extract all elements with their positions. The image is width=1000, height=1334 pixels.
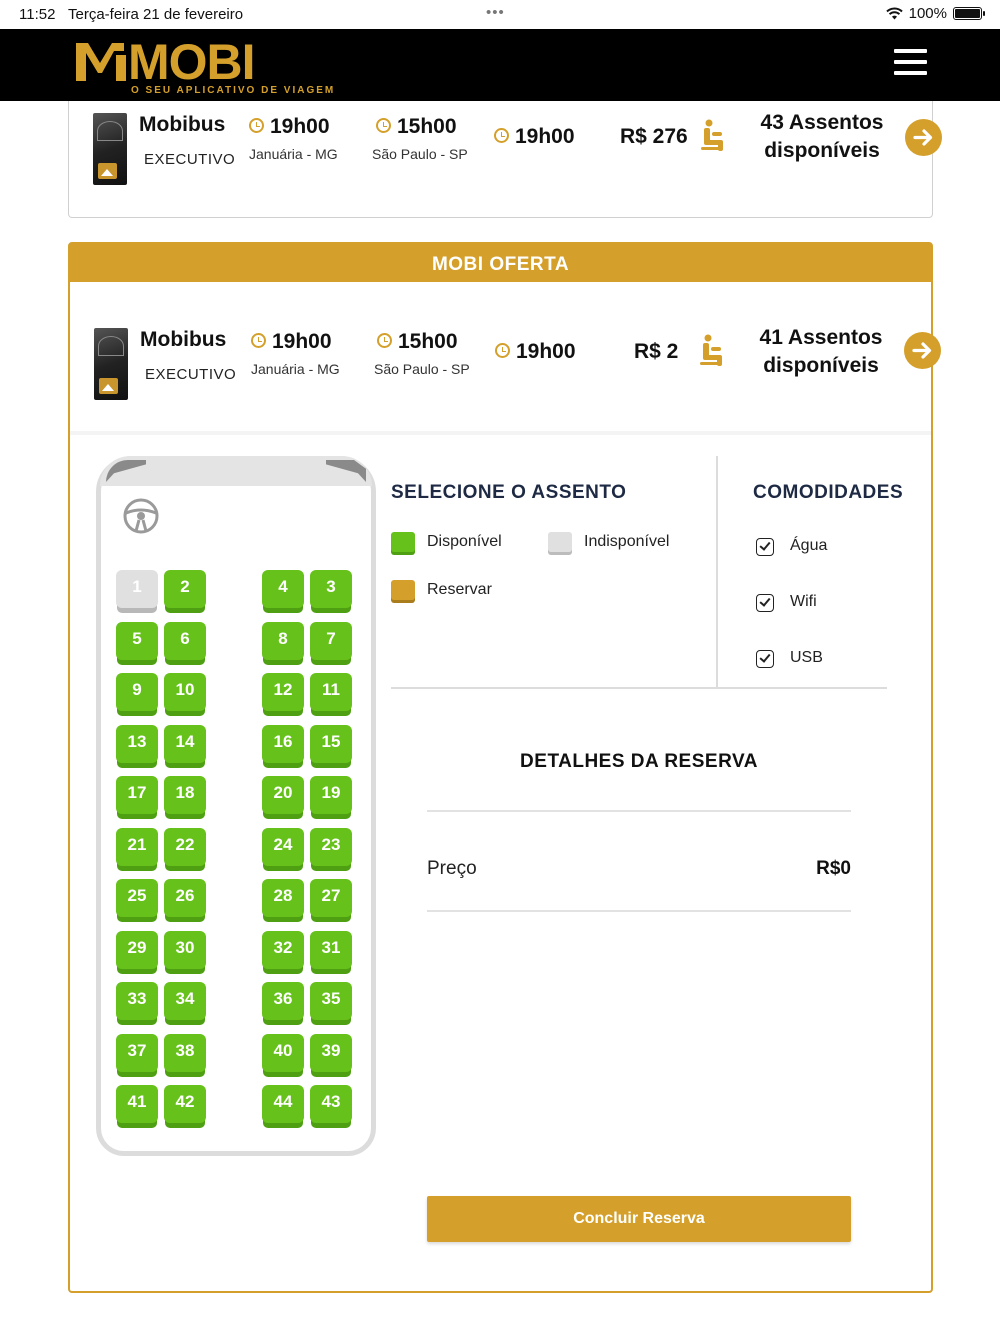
seat-available[interactable]: 23 [310, 828, 352, 866]
trip-duration: 19h00 [494, 125, 575, 149]
seat-available[interactable]: 20 [262, 776, 304, 814]
seat-available[interactable]: 40 [262, 1034, 304, 1072]
multitask-dots-icon[interactable]: ••• [486, 4, 505, 21]
offer-panel: MOBI OFERTA Mobibus EXECUTIVO 19h00 Januária - MG 15h00 São Paulo - SP 19h00 R$ 2 41 Assentos disponíveis 1 2 4 3 5 6 8 7 9 10 12 11 13 14 16 15 17 18 20 19 21 22 24 23 25 26 28 27 29 30 32 31 33 34 36 35 37 38 40 39 41 42 44 43 SELECIONE O ASSENTO Disponível Indisponível Reservar COMODIDADES Água Wifi USB DETALHES DA RESERVA Preço R$0 Concluir Reserva [68, 242, 933, 1293]
seat-available[interactable]: 37 [116, 1034, 158, 1072]
vertical-divider [716, 456, 718, 688]
seat-available[interactable]: 3 [310, 570, 352, 608]
seat-available[interactable]: 33 [116, 982, 158, 1020]
seat-available[interactable]: 13 [116, 725, 158, 763]
arrive-time: 15h00 [377, 330, 458, 354]
seat-available[interactable]: 36 [262, 982, 304, 1020]
legend-swatch-unavailable [548, 532, 572, 552]
menu-hamburger-icon[interactable] [894, 49, 927, 75]
seat-available[interactable]: 32 [262, 931, 304, 969]
seat-available[interactable]: 19 [310, 776, 352, 814]
company-name: Mobibus [139, 113, 226, 136]
seat-available[interactable]: 10 [164, 673, 206, 711]
section-divider [70, 431, 931, 435]
steering-wheel-icon [123, 498, 159, 534]
app-header [0, 29, 1000, 101]
alarm-clock-icon [494, 128, 509, 143]
seat-available[interactable]: 7 [310, 622, 352, 660]
bus-class: EXECUTIVO [145, 366, 237, 383]
select-seat-title: SELECIONE O ASSENTO [391, 482, 627, 503]
alarm-clock-icon [249, 118, 264, 133]
arrow-right-circle-icon[interactable] [905, 119, 942, 156]
status-time: 11:52 [19, 6, 56, 23]
bus-thumbnail [94, 328, 128, 400]
seat-available[interactable]: 9 [116, 673, 158, 711]
trip-duration: 19h00 [495, 340, 576, 364]
depart-time: 19h00 [251, 330, 332, 354]
seat-available[interactable]: 26 [164, 879, 206, 917]
confirm-reservation-button[interactable]: Concluir Reserva [427, 1196, 851, 1242]
offer-trip-row[interactable] [70, 320, 935, 400]
seat-available[interactable]: 21 [116, 828, 158, 866]
status-bar [0, 0, 1000, 29]
seat-available[interactable]: 30 [164, 931, 206, 969]
price-label: Preço [427, 858, 477, 879]
arrive-place: São Paulo - SP [374, 361, 470, 377]
available-seats: 41 Assentos disponíveis [759, 326, 883, 377]
depart-place: Januária - MG [249, 146, 338, 162]
offer-banner: MOBI OFERTA [70, 244, 931, 282]
alarm-clock-icon [377, 333, 392, 348]
depart-place: Januária - MG [251, 361, 340, 377]
logo-mark-icon [76, 41, 130, 81]
details-divider [427, 910, 851, 912]
available-seats: 43 Assentos disponíveis [760, 111, 884, 162]
checkbox-icon [756, 538, 774, 556]
seat-available[interactable]: 27 [310, 879, 352, 917]
seat-available[interactable]: 22 [164, 828, 206, 866]
seat-icon [701, 119, 731, 153]
seat-available[interactable]: 14 [164, 725, 206, 763]
seat-available[interactable]: 29 [116, 931, 158, 969]
seat-available[interactable]: 34 [164, 982, 206, 1020]
seat-available[interactable]: 11 [310, 673, 352, 711]
seat-available[interactable]: 28 [262, 879, 304, 917]
seat-available[interactable]: 43 [310, 1085, 352, 1123]
bus-seat-map [96, 456, 376, 1156]
legend-swatch-reserve [391, 580, 415, 600]
horizontal-divider [391, 687, 887, 689]
image-icon [99, 378, 118, 394]
bus-class: EXECUTIVO [144, 151, 236, 168]
seat-available[interactable]: 31 [310, 931, 352, 969]
seat-available[interactable]: 38 [164, 1034, 206, 1072]
depart-time: 19h00 [249, 115, 330, 139]
seat-available[interactable]: 4 [262, 570, 304, 608]
seat-available[interactable]: 2 [164, 570, 206, 608]
seat-available[interactable]: 24 [262, 828, 304, 866]
alarm-clock-icon [376, 118, 391, 133]
seat-available[interactable]: 39 [310, 1034, 352, 1072]
seat-available[interactable]: 17 [116, 776, 158, 814]
reservation-details-title: DETALHES DA RESERVA [520, 751, 758, 772]
trip-card[interactable] [68, 101, 933, 218]
status-right [886, 5, 982, 22]
legend-swatch-available [391, 532, 415, 552]
status-date: Terça-feira 21 de fevereiro [68, 6, 244, 23]
seat-available[interactable]: 42 [164, 1085, 206, 1123]
logo-wordmark [128, 34, 255, 90]
alarm-clock-icon [495, 343, 510, 358]
bus-thumbnail [93, 113, 127, 185]
seat-available[interactable]: 12 [262, 673, 304, 711]
details-divider [427, 810, 851, 812]
seat-icon [700, 334, 730, 368]
seat-available[interactable]: 35 [310, 982, 352, 1020]
seat-available[interactable]: 15 [310, 725, 352, 763]
seat-available[interactable]: 8 [262, 622, 304, 660]
trip-price: R$ 2 [634, 340, 679, 363]
logo-wordmark-a: MOBI [128, 34, 255, 90]
arrive-time: 15h00 [376, 115, 457, 139]
trip-row [69, 105, 934, 185]
seat-available[interactable]: 25 [116, 879, 158, 917]
seat-available[interactable]: 44 [262, 1085, 304, 1123]
battery-percent: 100% [908, 5, 947, 22]
trip-price: R$ 276 [620, 125, 688, 148]
seat-unavailable: 1 [116, 570, 158, 608]
seat-available[interactable]: 41 [116, 1085, 158, 1123]
seat-available[interactable]: 18 [164, 776, 206, 814]
arrive-place: São Paulo - SP [372, 146, 468, 162]
battery-icon [953, 7, 982, 20]
seat-available[interactable]: 16 [262, 725, 304, 763]
seat-available[interactable]: 5 [116, 622, 158, 660]
price-value: R$0 [816, 858, 851, 879]
image-icon [98, 163, 117, 179]
alarm-clock-icon [251, 333, 266, 348]
arrow-right-circle-icon[interactable] [904, 332, 941, 369]
seat-available[interactable]: 6 [164, 622, 206, 660]
checkbox-icon [756, 594, 774, 612]
company-name: Mobibus [140, 328, 227, 351]
amenities-title: COMODIDADES [753, 482, 904, 503]
logo-tagline: O SEU APLICATIVO DE VIAGEM [131, 85, 336, 96]
checkbox-icon [756, 650, 774, 668]
wifi-icon [886, 7, 903, 20]
